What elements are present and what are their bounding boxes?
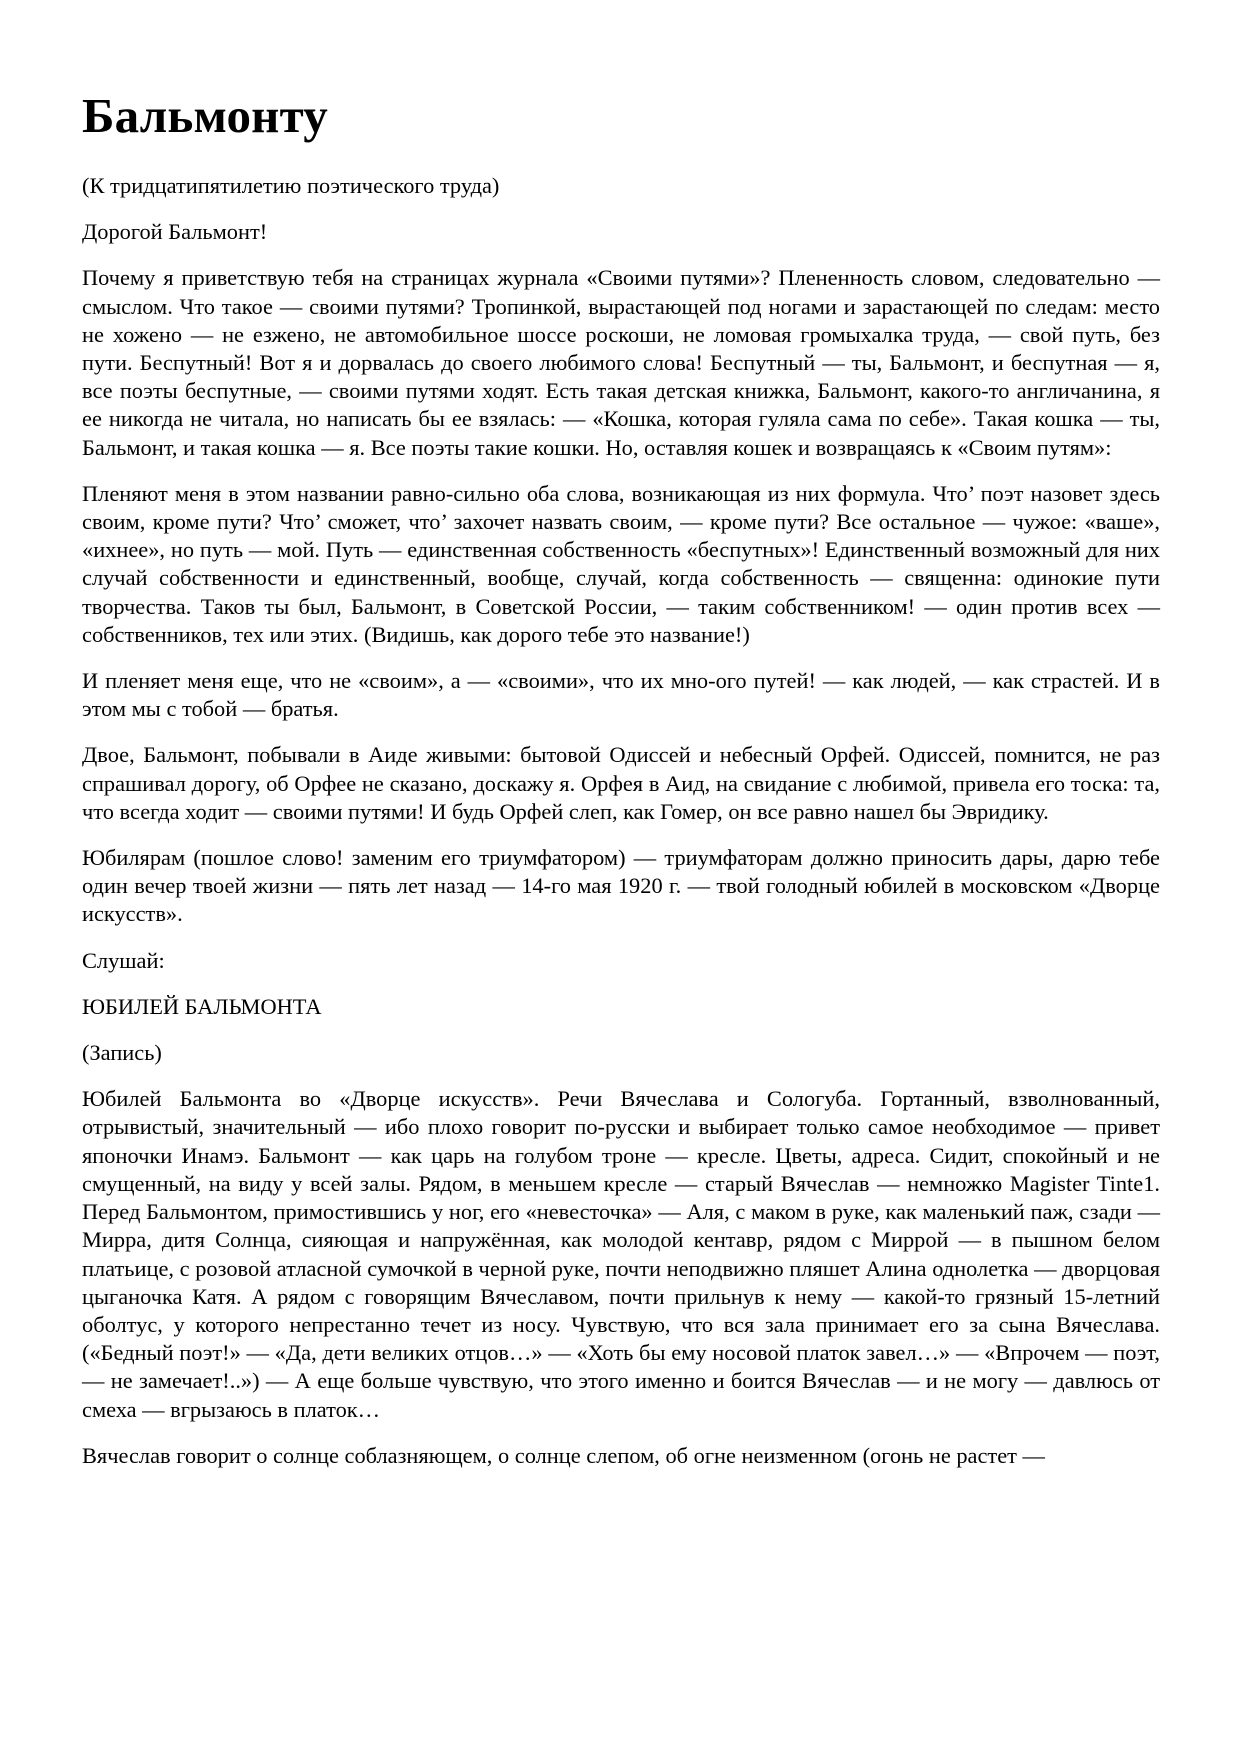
body-paragraph-truncated: Вячеслав говорит о солнце соблазняющем, о солнце слепом, об огне неизменном (огонь не растет — (82, 1442, 1045, 1468)
body-paragraph: Слушай: (82, 947, 165, 973)
body-paragraph: Юбилей Бальмонта во «Дворце искусств». Речи Вячеслава и Сологуба. Гортанный, взволнованный, отрывистый, значительный — ибо плохо говорит по-русски и выбирает только самое необходимое — привет японочки Инамэ. Бальмонт — как царь на голубом троне — кресле. Цветы, адреса. Сидит, спокойный и не смущенный, на виду у всей залы. Рядом, в меньшем кресле — старый Вячеслав — немножко Magister Tinte1. Перед Бальмонтом, примостившись у ног, его «невесточка» — Аля, с маком в руке, как маленький паж, сзади — Мирра, дитя Солнца, сияющая и напружённая, как молодой кентавр, рядом с Миррой — в пышном белом платьице, с розовой атласной сумочкой в черной руке, почти неподвижно пляшет Алина однолетка — дворцовая цыганочка Катя. А рядом с говорящим Вячеславом, почти прильнув к нему — какой-то грязный 15-летний оболтус, у которого непрестанно течет из носу. Чувствую, что вся зала принимает его за сына Вячеслава. («Бедный поэт!» — «Да, дети великих отцов…» — «Хоть бы ему носовой платок завел…» — «Впрочем — поэт, — не замечает!..») — А еще больше чувствую, что этого именно и боится Вячеслав — и не могу — давлюсь от смеха — вгрызаюсь в платок… (82, 1086, 1160, 1422)
document-title: Бальмонту (82, 88, 328, 143)
section-subheading: (Запись) (82, 1040, 162, 1066)
body-paragraph: Пленяют меня в этом названии равно-сильно оба слова, возникающая из них формула. Что’ поэт назовет здесь своим, кроме пути? Что’ сможет, что’ захочет назвать своим, — кроме пути? Все остальное — чужое: «ваше», «ихнее», но путь — мой. Путь — единственная собственность «беспутных»! Единственный возможный для них случай собственности и единственный, вообще, случай, когда собственность — священна: одинокие пути творчества. Таков ты был, Бальмонт, в Советской России, — таким собственником! — один против всех — собственников, тех или этих. (Видишь, как дорого тебе это название!) (82, 480, 1160, 647)
body-paragraph: Юбилярам (пошлое слово! заменим его триумфатором) — триумфаторам должно приносить дары, дарю тебе один вечер твоей жизни — пять лет назад — 14-го мая 1920 г. — твой голодный юбилей в московском «Дворце искусств». (82, 845, 1160, 927)
body-paragraph: Двое, Бальмонт, побывали в Аиде живыми: бытовой Одиссей и небесный Орфей. Одиссей, помнится, не раз спрашивал дорогу, об Орфее не сказано, доскажу я. Орфея в Аид, на свидание с любимой, привела его тоска: та, что всегда ходит — своими путями! И будь Орфей слеп, как Гомер, он все равно нашел бы Эвридику. (82, 742, 1160, 824)
body-paragraph: И пленяет меня еще, что не «своим», а — «своими», что их мно-ого путей! — как людей, — как страстей. И в этом мы с тобой — братья. (82, 668, 1160, 722)
section-heading: ЮБИЛЕЙ БАЛЬМОНТА (82, 993, 322, 1019)
salutation: Дорогой Бальмонт! (82, 219, 268, 245)
body-paragraph: Почему я приветствую тебя на страницах журнала «Своими путями»? Плененность словом, следовательно — смыслом. Что такое — своими путями? Тропинкой, вырастающей под ногами и зарастающей по следам: место не хожено — не езжено, не автомобильное шоссе роскоши, не ломовая громыхалка труда, — свой путь, без пути. Беспутный! Вот я и дорвалась до своего любимого слова! Беспутный — ты, Бальмонт, и беспутная — я, все поэты беспутные, — своими путями ходят. Есть такая детская книжка, Бальмонт, какого-то англичанина, я ее никогда не читала, но написать бы ее взялась: — «Кошка, которая гуляла сама по себе». Такая кошка — ты, Бальмонт, и такая кошка — я. Все поэты такие кошки. Но, оставляя кошек и возвращаясь к «Своим путям»: (82, 265, 1160, 460)
subtitle-dedication: (К тридцатипятилетию поэтического труда) (82, 173, 500, 198)
